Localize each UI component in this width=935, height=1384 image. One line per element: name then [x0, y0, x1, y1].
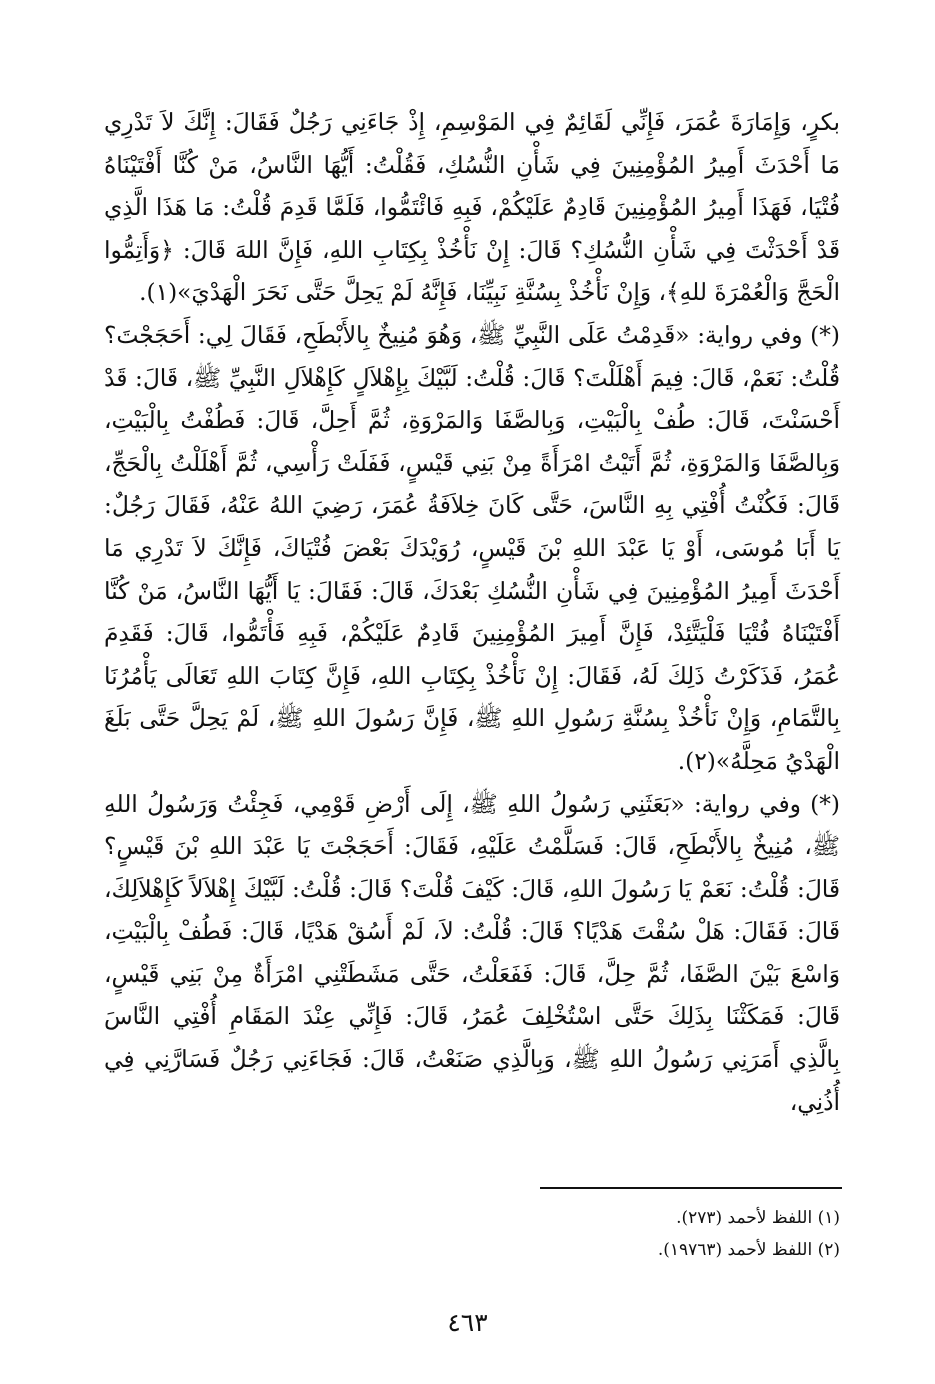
- page-number: ٤٦٣: [447, 1308, 488, 1337]
- footnote-2: (٢) اللفظ لأحمد (١٩٧٦٣).: [657, 1240, 840, 1260]
- footnotes: [104, 1202, 840, 1266]
- paragraph-2: (*) وفي رواية: «قَدِمْتُ عَلَى النَّبِيِّ ﷺ، وَهُوَ مُنِيخٌ بِالأَبْطَحِ، فَقَالَ لِي: أَحَجَجْتَ؟ قُلْتُ: نَعَمْ، قَالَ: فِيمَ أَهْلَلْتَ؟ قَالَ: قُلْتُ: لَبَّيْكَ بِإِهْلاَلٍ كَإِهْلاَلِ النَّبِيِّ ﷺ، قَالَ: قَدْ أَحْسَنْتَ، قَالَ: طُفْ بِالْبَيْتِ، وَبِالصَّفَا وَالمَرْوَةِ، ثُمَّ أَحِلَّ، قَالَ: فَطُفْتُ بِالْبَيْتِ، وَبِالصَّفَا وَالمَرْوَةِ، ثُمَّ أَتَيْتُ امْرَأَةً مِنْ بَنِي قَيْسٍ، فَفَلَتْ رَأْسِي، ثُمَّ أَهْلَلْتُ بِالْحَجِّ، قَالَ: فَكُنْتُ أُفْتِي بِهِ النَّاسَ، حَتَّى كَانَ خِلاَفَةُ عُمَرَ، رَضِيَ اللهُ عَنْهُ، فَقَالَ رَجُلٌ: يَا أَبَا مُوسَى، أَوْ يَا عَبْدَ اللهِ بْنَ قَيْسٍ، رُوَيْدَكَ بَعْضَ فُتْيَاكَ، فَإِنَّكَ لاَ تَدْرِي مَا أَحْدَثَ أَمِيرُ المُؤْمِنِينَ فِي شَأْنِ النُّسُكِ بَعْدَكَ، قَالَ: فَقَالَ: يَا أَيُّهَا النَّاسُ، مَنْ كُنَّا أَفْتَيْنَاهُ فُتْيَا فَلْيَتَّئِدْ، فَإِنَّ أَمِيرَ المُؤْمِنِينَ قَادِمٌ عَلَيْكُمْ، فَبِهِ فَأْتَمُّوا، قَالَ: فَقَدِمَ عُمَرُ، فَذَكَرْتُ ذَلِكَ لَهُ، فَقَالَ: إِنْ نَأْخُذْ بِكِتَابِ اللهِ، فَإِنَّ كِتَابَ اللهِ تَعَالَى يَأْمُرُنَا بِالتَّمَامِ، وَإِنْ نَأْخُذْ بِسُنَّةِ رَسُولِ اللهِ ﷺ، فَإِنَّ رَسُولَ اللهِ ﷺ، لَمْ يَحِلَّ حَتَّى بَلَغَ الْهَدْيُ مَحِلَّهُ»(٢).: [104, 321, 840, 775]
- paragraph-3: (*) وفي رواية: «بَعَثَنِي رَسُولُ اللهِ ﷺ، إِلَى أَرْضِ قَوْمِي، فَجِئْتُ وَرَسُولُ اللهِ ﷺ، مُنِيخٌ بِالأَبْطَحِ، قَالَ: فَسَلَّمْتُ عَلَيْهِ، فَقَالَ: أَحَجَجْتَ يَا عَبْدَ اللهِ بْنَ قَيْسٍ؟ قَالَ: قُلْتُ: نَعَمْ يَا رَسُولَ اللهِ، قَالَ: كَيْفَ قُلْتَ؟ قَالَ: قُلْتُ: لَبَّيْكَ إِهْلاَلاً كَإِهْلاَلِكَ، قَالَ: فَقَالَ: هَلْ سُقْتَ هَدْيًا؟ قَالَ: قُلْتُ: لاَ، لَمْ أَسُقْ هَدْيًا، قَالَ: فَطُفْ بِالْبَيْتِ، وَاسْعَ بَيْنَ الصَّفَا، ثُمَّ حِلَّ، قَالَ: فَفَعَلْتُ، حَتَّى مَشَطَتْنِي امْرَأَةٌ مِنْ بَنِي قَيْسٍ، قَالَ: فَمَكَثْنَا بِذَلِكَ حَتَّى اسْتُخْلِفَ عُمَرُ، قَالَ: فَإِنِّي عِنْدَ المَقَامِ أُفْتِي النَّاسَ بِالَّذِي أَمَرَنِي رَسُولُ اللهِ ﷺ، وَبِالَّذِي صَنَعْتُ، قَالَ: فَجَاءَنِي رَجُلٌ فَسَارَّنِي فِي أُذُنِي،: [104, 790, 840, 1116]
- main-text: [104, 102, 840, 1124]
- footnote-separator: [540, 1187, 842, 1189]
- footnote-1: (١) اللفظ لأحمد (٢٧٣).: [676, 1208, 840, 1228]
- paragraph-1: بكرٍ، وَإِمَارَةَ عُمَرَ، فَإِنِّي لَقَائِمٌ فِي المَوْسِمِ، إِذْ جَاءَنِي رَجُلٌ فَقَالَ: إِنَّكَ لاَ تَدْرِي مَا أَحْدَثَ أَمِيرُ المُؤْمِنِينَ فِي شَأْنِ النُّسُكِ، فَقُلْتُ: أَيُّهَا النَّاسُ، مَنْ كُنَّا أَفْتَيْنَاهُ فُتْيَا، فَهَذَا أَمِيرُ المُؤْمِنِينَ قَادِمٌ عَلَيْكُمْ، فَبِهِ فَائْتَمُّوا، فَلَمَّا قَدِمَ قُلْتُ: مَا هَذَا الَّذِي قَدْ أَحْدَثْتَ فِي شَأْنِ النُّسُكِ؟ قَالَ: إِنْ نَأْخُذْ بِكِتَابِ اللهِ، فَإِنَّ اللهَ قَالَ: ﴿وَأَتِمُّوا الْحَجَّ وَالْعُمْرَةَ للهِ﴾، وَإِنْ نَأْخُذْ بِسُنَّةِ نَبِيِّنَا، فَإِنَّهُ لَمْ يَحِلَّ حَتَّى نَحَرَ الْهَدْيَ»(١).: [104, 109, 840, 307]
